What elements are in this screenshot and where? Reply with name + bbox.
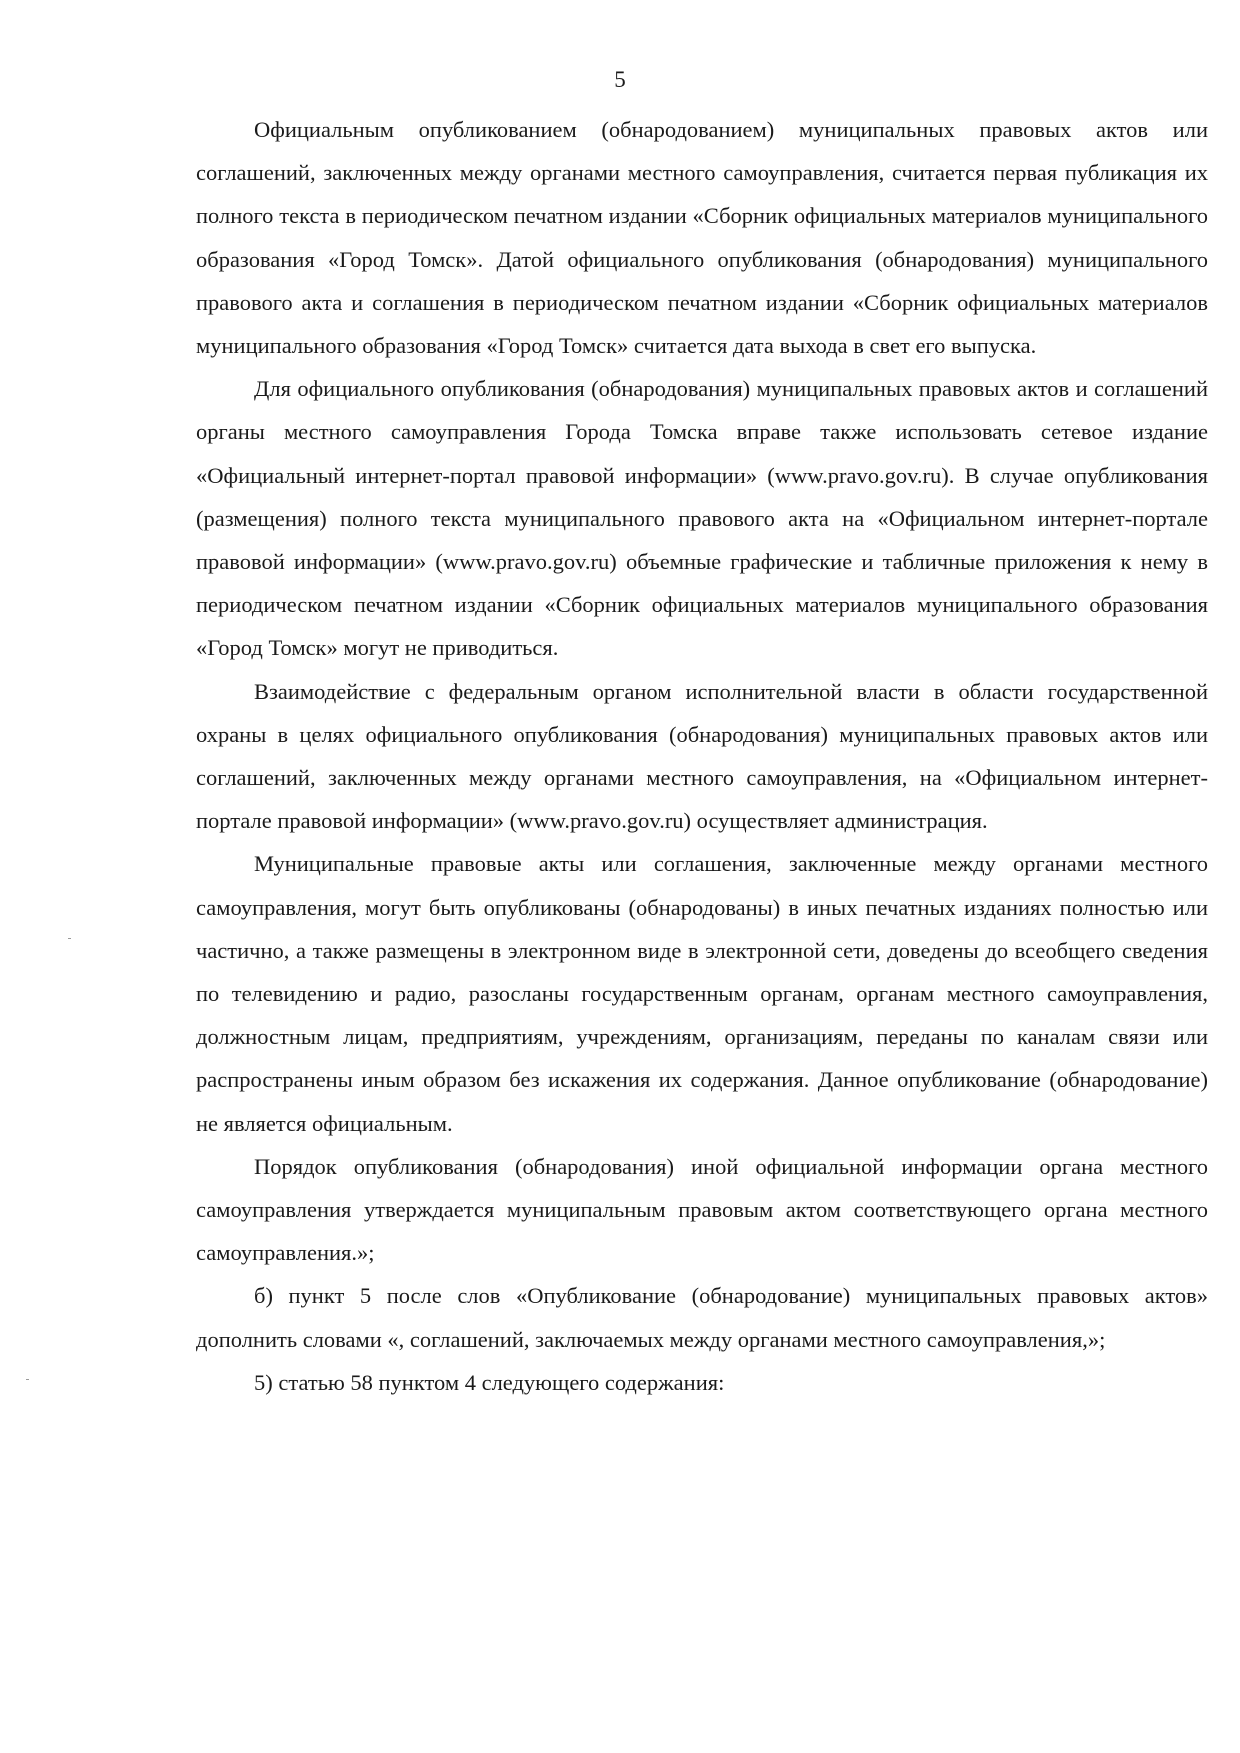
paragraph-online-portal: Для официального опубликования (обнародования) муниципальных правовых актов и соглашений органы местного самоуправления Города Томска вправе также использовать сетевое издание «Официальный интернет-портал правовой информации» (www.pravo.gov.ru). В случае опубликования (размещения) полного текста муниципального правового акта на «Официальном интернет-портале правовой информации» (www.pravo.gov.ru) объемные графические и табличные приложения к нему в периодическом печатном издании «Сборник официальных материалов муниципального образования «Город Томск» могут не приводиться.: [196, 376, 1208, 661]
paragraph-federal-interaction: Взаимодействие с федеральным органом исполнительной власти в области государственной охраны в целях официального опубликования (обнародования) муниципальных правовых актов или соглашений, заключенных между органами местного самоуправления, на «Официальном интернет-портале правовой информации» (www.pravo.gov.ru) осуществляет администрация.: [196, 678, 1208, 834]
document-body: [196, 108, 1208, 1404]
paragraph-item-b: б) пункт 5 после слов «Опубликование (обнародование) муниципальных правовых актов» дополнить словами «, соглашений, заключаемых между органами местного самоуправления,»;: [196, 1283, 1208, 1352]
scan-speck: [26, 1379, 29, 1380]
paragraph-other-information: Порядок опубликования (обнародования) иной официальной информации органа местного самоуправления утверждается муниципальным правовым актом соответствующего органа местного самоуправления.»;: [196, 1153, 1208, 1266]
paragraph-item-5: 5) статью 58 пунктом 4 следующего содержания:: [254, 1369, 725, 1395]
paragraph-official-publication: Официальным опубликованием (обнародованием) муниципальных правовых актов или соглашений, заключенных между органами местного самоуправления, считается первая публикация их полного текста в периодическом печатном издании «Сборник официальных материалов муниципального образования «Город Томск». Датой официального опубликования (обнародования) муниципального правового акта и соглашения в периодическом печатном издании «Сборник официальных материалов муниципального образования «Город Томск» считается дата выхода в свет его выпуска.: [196, 117, 1208, 359]
paragraph-other-publication: Муниципальные правовые акты или соглашения, заключенные между органами местного самоуправления, могут быть опубликованы (обнародованы) в иных печатных изданиях полностью или частично, а также размещены в электронном виде в электронной сети, доведены до всеобщего сведения по телевидению и радио, разосланы государственным органам, органам местного самоуправления, должностным лицам, предприятиям, учреждениям, организациям, переданы по каналам связи или распространены иным образом без искажения их содержания. Данное опубликование (обнародование) не является официальным.: [196, 851, 1208, 1136]
page-number: 5: [614, 67, 626, 92]
scan-speck: [68, 938, 71, 939]
